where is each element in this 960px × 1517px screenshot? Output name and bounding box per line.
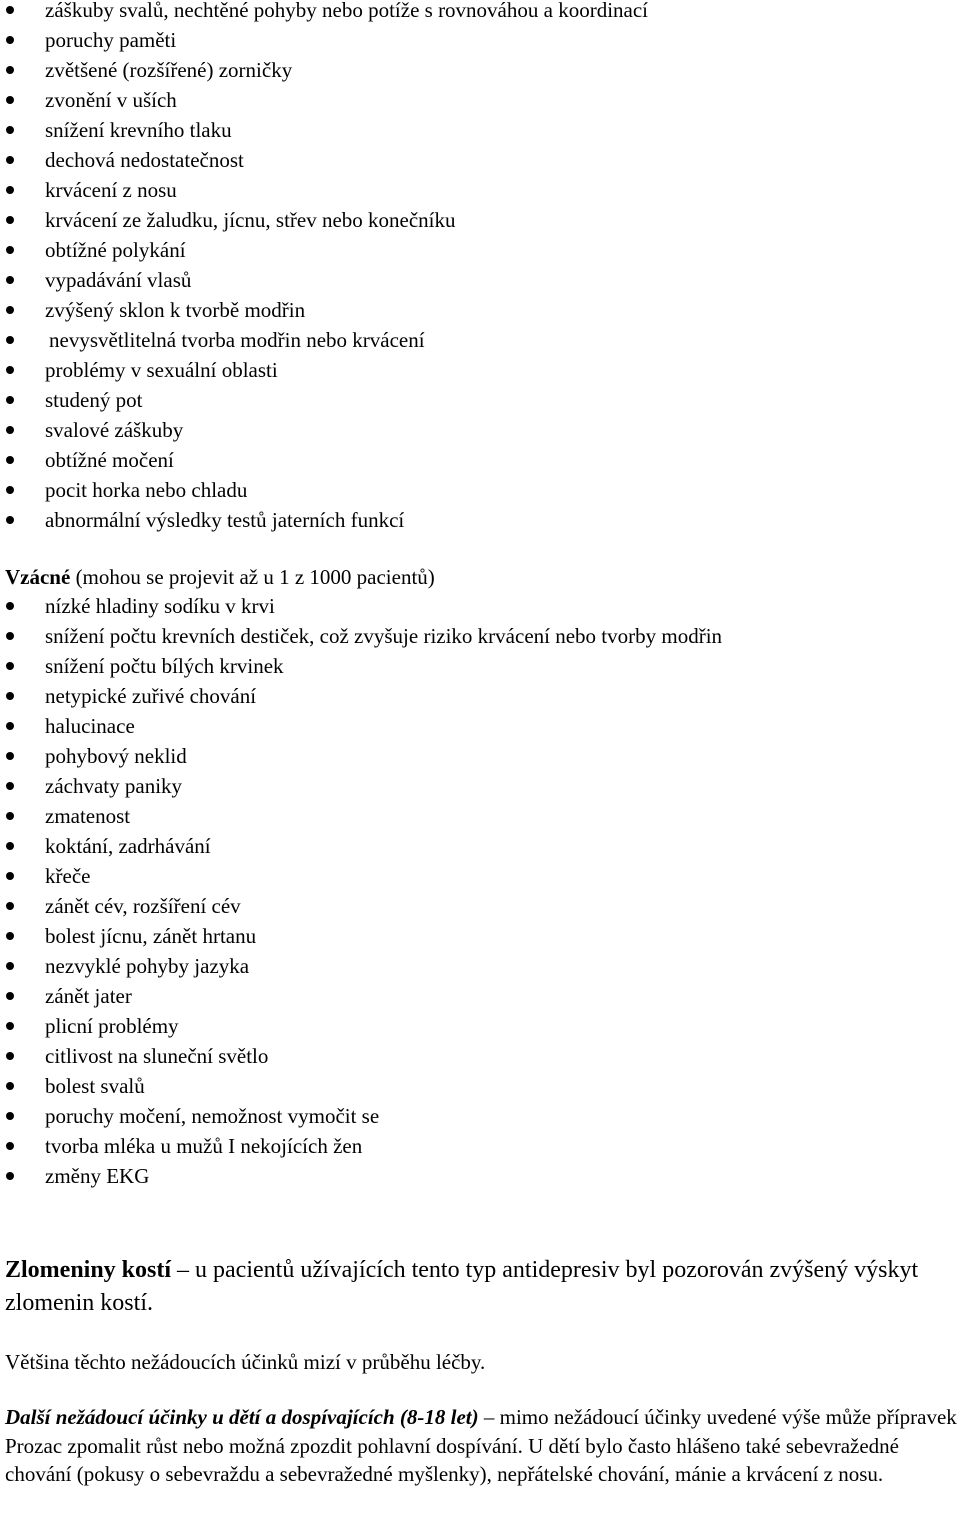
list-item: zvýšený sklon k tvorbě modřin — [0, 295, 648, 325]
list-item: snížení počtu krevních destiček, což zvyšuje riziko krvácení nebo tvorby modřin — [0, 621, 722, 651]
list-item: zánět jater — [0, 981, 722, 1011]
list-item: abnormální výsledky testů jaterních funkcí — [0, 505, 648, 535]
list-item: problémy v sexuální oblasti — [0, 355, 648, 385]
list-item: halucinace — [0, 711, 722, 741]
rare-side-effects-list — [0, 591, 722, 1191]
list-item: vypadávání vlasů — [0, 265, 648, 295]
list-item: záchvaty paniky — [0, 771, 722, 801]
list-item: snížení počtu bílých krvinek — [0, 651, 722, 681]
fracture-text: – u pacientů užívajících tento typ antidepresiv byl pozorován zvýšený výskyt zlomenin kostí. — [5, 1257, 919, 1316]
list-item: nezvyklé pohyby jazyka — [0, 951, 722, 981]
list-item: krvácení z nosu — [0, 175, 648, 205]
rare-section-heading — [5, 562, 435, 592]
list-item: obtížné močení — [0, 445, 648, 475]
list-item: koktání, zadrhávání — [0, 831, 722, 861]
list-item: tvorba mléka u mužů I nekojících žen — [0, 1131, 722, 1161]
list-item: bolest svalů — [0, 1071, 722, 1101]
list-item: krvácení ze žaludku, jícnu, střev nebo konečníku — [0, 205, 648, 235]
list-item: plicní problémy — [0, 1011, 722, 1041]
rare-label: Vzácné — [5, 565, 71, 589]
children-paragraph — [5, 1403, 960, 1489]
list-item: nízké hladiny sodíku v krvi — [0, 591, 722, 621]
list-item: zmatenost — [0, 801, 722, 831]
list-item: zánět cév, rozšíření cév — [0, 891, 722, 921]
children-text: – mimo nežádoucí účinky uvedené výše může přípravek Prozac zpomalit růst nebo možná zpozdit pohlavní dospívání. U dětí bylo často hlášeno také sebevražedné chování (pokusy o sebevraždu a sebevražedné myšlenky), nepřátelské chování, mánie a krvácení z nosu. — [5, 1405, 957, 1486]
list-item: poruchy močení, nemožnost vymočit se — [0, 1101, 722, 1131]
list-item: záškuby svalů, nechtěné pohyby nebo potíže s rovnováhou a koordinací — [0, 0, 648, 25]
fracture-label: Zlomeniny kostí — [5, 1257, 172, 1283]
children-label: Další nežádoucí účinky u dětí a dospívajících (8-18 let) — [5, 1405, 479, 1429]
list-item: netypické zuřivé chování — [0, 681, 722, 711]
list-item: svalové záškuby — [0, 415, 648, 445]
list-item: citlivost na sluneční světlo — [0, 1041, 722, 1071]
list-item: zvonění v uších — [0, 85, 648, 115]
list-item: poruchy paměti — [0, 25, 648, 55]
list-item: dechová nedostatečnost — [0, 145, 648, 175]
list-item: pohybový neklid — [0, 741, 722, 771]
list-item: studený pot — [0, 385, 648, 415]
majority-paragraph: Většina těchto nežádoucích účinků mizí v průběhu léčby. — [5, 1350, 486, 1374]
list-item: bolest jícnu, zánět hrtanu — [0, 921, 722, 951]
list-item: pocit horka nebo chladu — [0, 475, 648, 505]
list-item: snížení krevního tlaku — [0, 115, 648, 145]
list-item: nevysvětlitelná tvorba modřin nebo krvácení — [0, 325, 648, 355]
list-item: zvětšené (rozšířené) zorničky — [0, 55, 648, 85]
common-side-effects-list — [0, 0, 648, 535]
fracture-paragraph — [5, 1254, 955, 1320]
list-item: obtížné polykání — [0, 235, 648, 265]
rare-note: (mohou se projevit až u 1 z 1000 pacientů) — [70, 565, 435, 589]
list-item: změny EKG — [0, 1161, 722, 1191]
list-item: křeče — [0, 861, 722, 891]
